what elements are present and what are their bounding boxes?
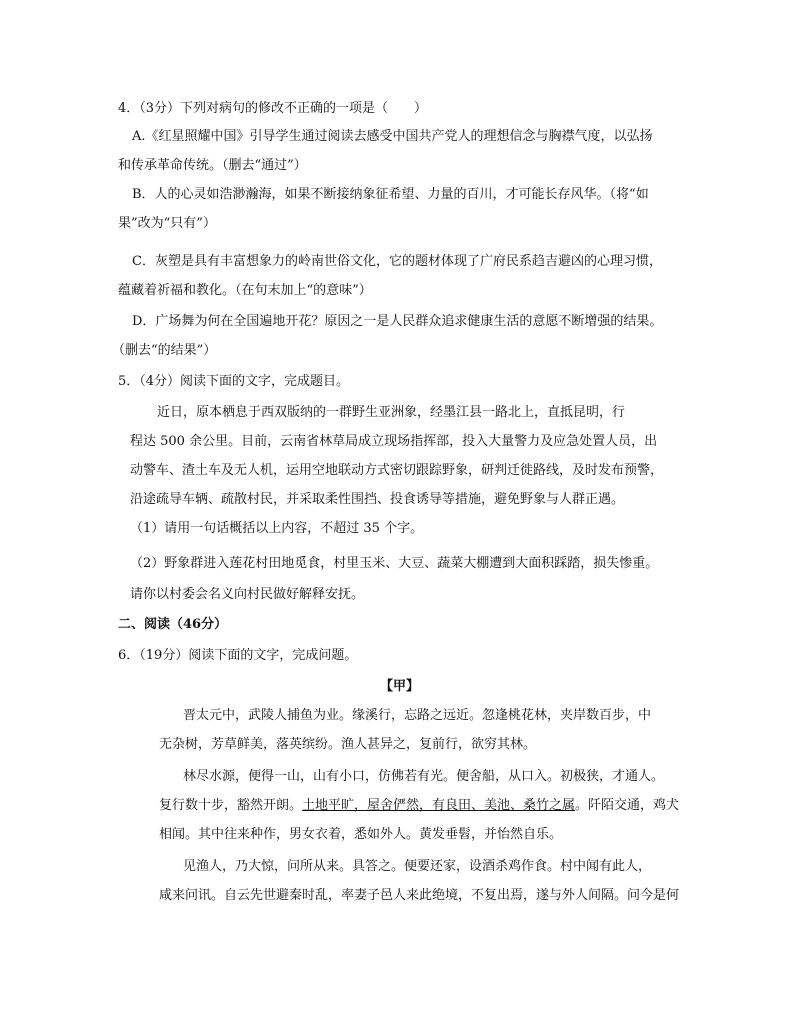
q5-subquestion-2-line1: （2）野象群进入莲花村田地觅食，村里玉米、大豆、蔬菜大棚遭到大面积踩踏，损失惨重。 [130, 556, 659, 571]
q4-option-c-line1: C．灰塑是具有丰富想象力的岭南世俗文化，它的题材体现了广府民系趋吉避凶的心理习惯， [132, 254, 662, 269]
q4-option-a-line2: 和传承革命传统。（删去“通过”） [118, 158, 307, 173]
q6-passage-line2: 无杂树，芳草鲜美，落英缤纷。渔人甚异之，复前行，欲穷其林。 [159, 737, 537, 752]
q5-passage-line1: 近日，原本栖息于西双版纳的一群野生亚洲象，经墨江县一路北上，直抵昆明，行 [157, 405, 626, 420]
q6-passage-line6: 见渔人，乃大惊，问所从来。具答之。便要还家，设酒杀鸡作食。村中闻有此人， [183, 859, 652, 874]
passage-title-jia: 【甲】 [380, 679, 420, 694]
q5-passage-line2: 程达 500 余公里。目前，云南省林草局成立现场指挥部，投入大量警力及应急处置人员，出 [130, 434, 658, 449]
q5-passage-line4: 沿途疏导车辆、疏散村民，并采取柔性围挡、投食诱导等措施，避免野象与人群正遇。 [130, 492, 625, 507]
q4-option-a-line1: A.《红星照耀中国》引导学生通过阅读去感受中国共产党人的理想信念与胸襟气度，以弘扬 [132, 129, 653, 144]
q6-passage-line7: 咸来问讯。自云先世避秦时乱，率妻子邑人来此绝境，不复出焉，遂与外人间隔。问今是何 [159, 888, 680, 903]
q5-subquestion-1: （1）请用一句话概括以上内容，不超过 35 个字。 [130, 521, 424, 536]
q6-line4-suffix: 。阡陌交通，鸡犬 [575, 798, 680, 813]
section-heading-reading: 二、阅读（46分） [118, 617, 228, 632]
q5-passage-line3: 动警车、渣土车及无人机，运用空地联动方式密切跟踪野象，研判迁徙路线，及时发布预警， [130, 463, 664, 478]
q4-option-c-line2: 蕴藏着祈福和教化。（在句末加上“的意味”） [118, 283, 372, 298]
q4-option-b-line2: 果”改为“只有”） [118, 216, 216, 231]
q4-option-d-line1: D．广场舞为何在全国遍地开花？原因之一是人民群众追求健康生活的意愿不断增强的结果。 [132, 314, 663, 329]
q4-option-b-line1: B．人的心灵如浩渺瀚海，如果不断接纳象征希望、力量的百川，才可能长存风华。（将“如 [132, 187, 649, 202]
q4-option-d-line2: （删去“的结果”） [112, 343, 217, 358]
q6-passage-line5: 相闻。其中往来种作，男女衣着，悉如外人。黄发垂髫，并怡然自乐。 [159, 827, 563, 842]
q5-subquestion-2-line2: 请你以村委会名义向村民做好解释安抚。 [130, 587, 365, 602]
q6-passage-line4 [159, 797, 679, 815]
q4-stem: 4．（3分）下列对病句的修改不正确的一项是（ ） [118, 101, 428, 116]
q5-stem: 5．（4分）阅读下面的文字，完成题目。 [118, 374, 350, 389]
q6-passage-line3: 林尽水源，便得一山，山有小口，仿佛若有光。便舍船，从口入。初极狭，才通人。 [183, 769, 665, 784]
q6-line4-prefix: 复行数十步，豁然开朗。 [159, 798, 303, 813]
q6-line4-underlined: 土地平旷，屋舍俨然，有良田、美池、桑竹之属 [302, 798, 576, 813]
q6-passage-line1: 晋太元中，武陵人捕鱼为业。缘溪行，忘路之远近。忽逢桃花林，夹岸数百步，中 [183, 708, 652, 723]
q6-stem: 6．（19分）阅读下面的文字，完成问题。 [118, 648, 358, 663]
